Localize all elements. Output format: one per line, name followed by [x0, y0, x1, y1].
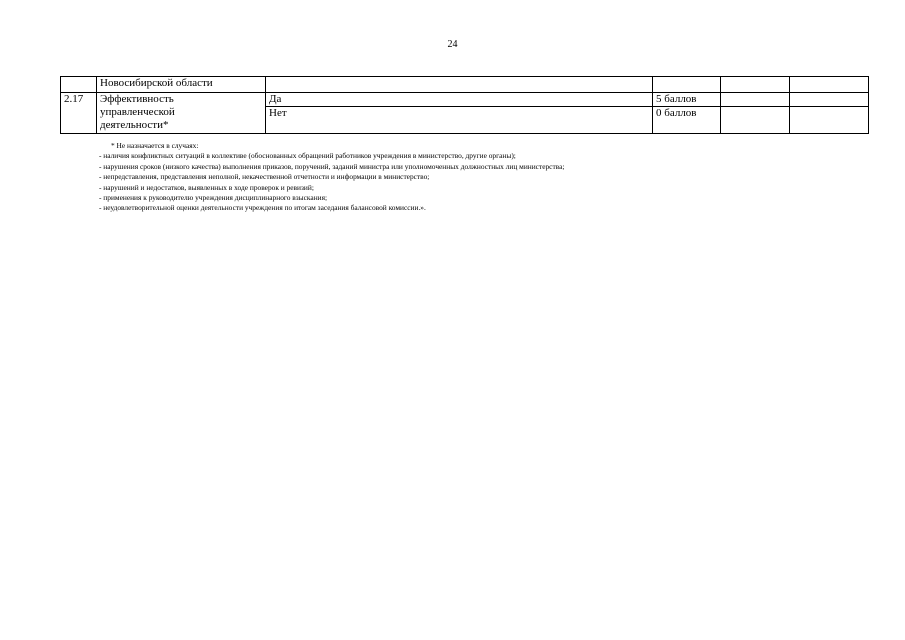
cell-empty: [721, 107, 790, 134]
cell-empty: [721, 93, 790, 107]
cell-continuation-text: Новосибирской области: [97, 77, 266, 93]
footnote-heading: * Не назначается в случаях:: [111, 141, 199, 150]
cell-empty: [790, 107, 869, 134]
criterion-name-line: управленческой: [100, 106, 175, 118]
cell-empty: [721, 77, 790, 93]
table-row-continuation: [61, 77, 869, 93]
cell-criterion-number: 2.17: [61, 93, 97, 134]
footnote: [99, 141, 879, 214]
cell-empty: [61, 77, 97, 93]
table-row-criterion: [61, 93, 869, 107]
footnote-item: - нарушения сроков (низкого качества) выполнения приказов, поручений, заданий министра или уполномоченных должностных лиц министерства;: [99, 161, 565, 171]
cell-answer-yes: Да: [266, 93, 653, 107]
criterion-name-line: деятельности*: [100, 119, 169, 131]
footnote-item: - применения к руководителю учреждения дисциплинарного взыскания;: [99, 193, 328, 203]
cell-empty: [653, 77, 721, 93]
cell-answer-no: Нет: [266, 107, 653, 134]
footnote-item: - наличия конфликтных ситуаций в коллективе (обоснованных обращений работников учреждения в министерство, другие органы);: [99, 151, 516, 161]
cell-score-yes: 5 баллов: [653, 93, 721, 107]
footnote-item: - нарушений и недостатков, выявленных в ходе проверок и ревизий;: [99, 182, 314, 192]
cell-score-no: 0 баллов: [653, 107, 721, 134]
criteria-table: [60, 76, 869, 134]
footnote-item: - непредставления, представления неполной, некачественной отчетности и информации в министерство;: [99, 172, 430, 182]
cell-empty: [790, 93, 869, 107]
cell-empty: [790, 77, 869, 93]
cell-criterion-name: [97, 93, 266, 134]
cell-empty: [266, 77, 653, 93]
page-number: 24: [447, 39, 458, 50]
criterion-name-line: Эффективность: [100, 93, 174, 105]
footnote-item: - неудовлетворительной оценки деятельности учреждения по итогам заседания балансовой комиссии.».: [99, 203, 426, 213]
